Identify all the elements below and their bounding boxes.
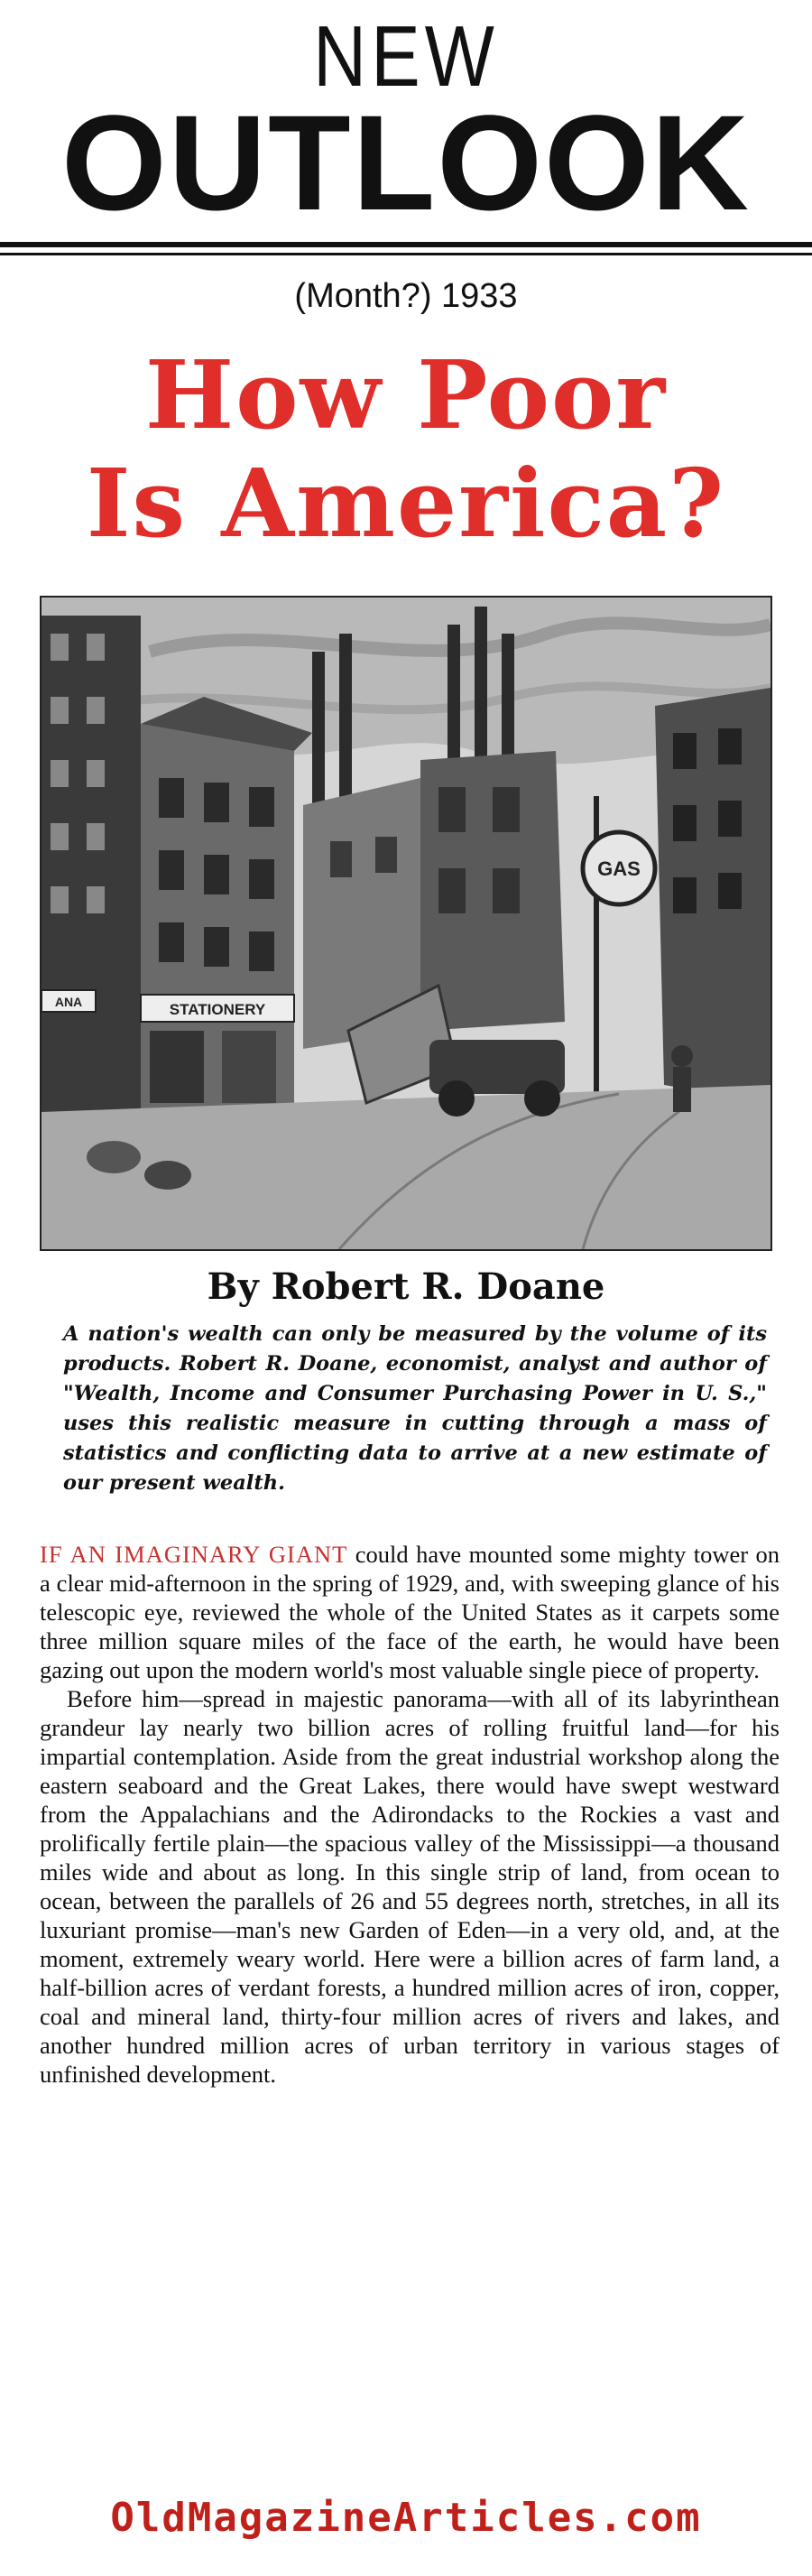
street-scene-drawing — [42, 598, 770, 1249]
street-scene-illustration — [40, 596, 772, 1251]
issue-date: (Month?) 1933 — [294, 277, 518, 315]
headline-line-2: Is America? — [86, 448, 726, 559]
side-shop-sign: ANA — [54, 995, 83, 1009]
article-paragraph — [40, 1540, 780, 1684]
article-paragraph: Before him—spread in majestic panorama—with all of its labyrinthean grandeur lay nearly two billion acres of rolling fruitful land—for his impartial contemplation. Aside from the great industrial workshop along the eastern seaboard and the Great Lakes, there would have swept westward from the Appalachians and the Adirondacks to the Rockies a vast and prolifically fertile plain—the spacious valley of the Mississippi—a thousand miles wide and about as long. In this single strip of land, from ocean to ocean, between the parallels of 26 and 55 degrees north, stretches, in all its luxuriant promise—man's new Garden of Eden—in a very old, and, at the moment, extremely weary world. Here were a billion acres of farm land, a half-billion acres of verdant forests, a hundred million acres of iron, copper, coal and mineral land, thirty-four million acres of rivers and lakes, and another hundred million acres of urban territory in various stages of unfinished development. — [40, 1685, 780, 2088]
masthead — [0, 0, 812, 271]
byline: By Robert R. Doane — [207, 1265, 605, 1308]
gas-sign: GAS — [597, 857, 641, 880]
source-watermark: OldMagazineArticles.com — [110, 2495, 702, 2541]
masthead-rule — [0, 242, 812, 247]
masthead-new: NEW — [313, 8, 499, 105]
paragraph-text: could have mounted some mighty tower on a clear mid-afternoon in the spring of 1929, and, with sweeping glance of his telescopic eye, reviewed the whole of the United States as it carpets some three million square miles of the face of the earth, he would have been gazing out upon the modern world's most valuable single piece of property. — [40, 1541, 780, 1683]
headline-line-1: How Poor — [144, 339, 668, 450]
masthead-rule-thin — [0, 253, 812, 255]
masthead-outlook: OUTLOOK — [61, 87, 751, 238]
article-body — [40, 1540, 780, 2089]
article-deck: A nation's wealth can only be measured by the volume of its products. Robert R. Doane, economist, analyst and author of "Wealth, Income and Consumer Purchasing Power in U. S.," uses this realistic measure in cutting through a mass of statistics and conflicting data to arrive at a new estimate of our present wealth. — [63, 1322, 767, 1495]
lead-in: IF AN IMAGINARY GIANT — [40, 1541, 348, 1568]
stationery-sign: STATIONERY — [169, 1001, 266, 1018]
